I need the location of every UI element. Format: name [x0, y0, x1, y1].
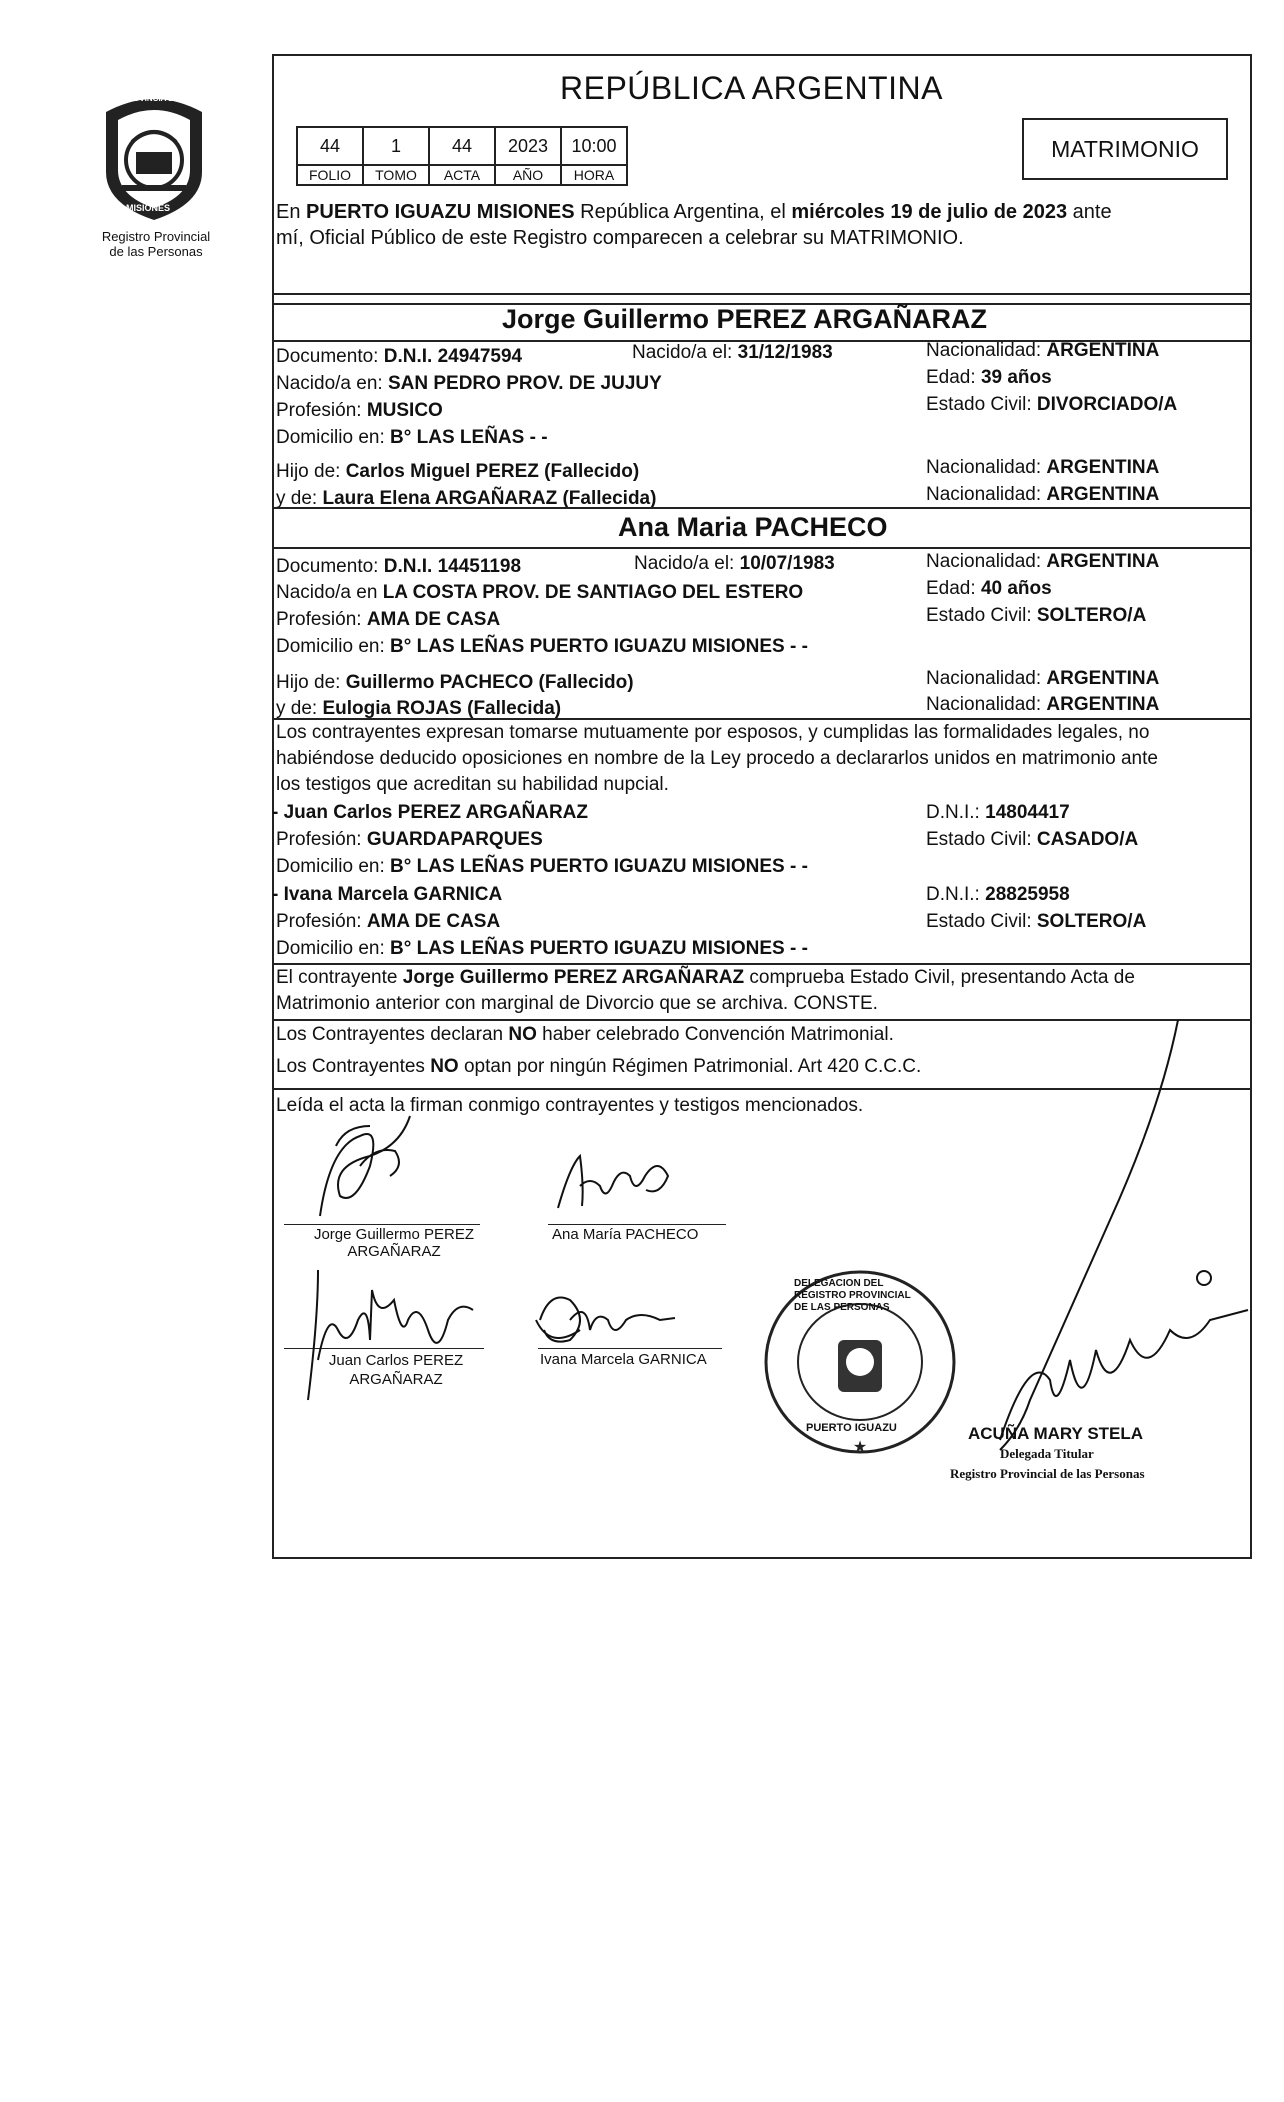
- convention-line1: Los Contrayentes declaran NO haber celebrado Convención Matrimonial.: [276, 1024, 894, 1045]
- spouse1-birthplace: Nacido/a en: SAN PEDRO PROV. DE JUJUY: [276, 373, 662, 394]
- spouse1-name: Jorge Guillermo PEREZ ARGAÑARAZ: [502, 304, 988, 334]
- witness2-address: Domicilio en: B° LAS LEÑAS PUERTO IGUAZU MISIONES - -: [276, 938, 808, 959]
- logo-text-bottom: MISIONES: [126, 203, 171, 213]
- spouse1-profession: Profesión: MUSICO: [276, 400, 443, 421]
- spouse2-birthdate: Nacido/a el: 10/07/1983: [634, 553, 835, 574]
- registry-name-line1: Registro Provincial: [101, 229, 211, 244]
- signature-spouse1: [300, 1106, 430, 1236]
- spouse1-document: Documento: D.N.I. 24947594: [276, 346, 523, 367]
- spouse2-birthplace: Nacido/a en LA COSTA PROV. DE SANTIAGO DEL ESTERO: [276, 582, 804, 603]
- acta-value: 44: [428, 126, 496, 166]
- spouse2-profession: Profesión: AMA DE CASA: [276, 609, 501, 630]
- spouse1-age: Edad: 39 años: [926, 367, 1052, 388]
- signature-label-spouse1: Jorge Guillermo PEREZ ARGAÑARAZ: [313, 1226, 475, 1260]
- officer-org: Registro Provincial de las Personas: [950, 1466, 1145, 1481]
- svg-text:★: ★: [852, 1439, 868, 1456]
- hora-label: HORA: [560, 164, 628, 186]
- spouse1-nationality: Nacionalidad: ARGENTINA: [926, 340, 1160, 361]
- spouse2-nationality: Nacionalidad: ARGENTINA: [926, 551, 1160, 572]
- witness1-name: - Juan Carlos PEREZ ARGAÑARAZ: [272, 802, 588, 823]
- anio-value: 2023: [494, 126, 562, 166]
- officer-name: ACUÑA MARY STELA: [968, 1424, 1144, 1443]
- witness1-address: Domicilio en: B° LAS LEÑAS PUERTO IGUAZU MISIONES - -: [276, 856, 808, 877]
- declaration-line1: Los contrayentes expresan tomarse mutuamente por esposos, y cumplidas las formalidades legales, no: [276, 722, 1150, 743]
- spouse2-address: Domicilio en: B° LAS LEÑAS PUERTO IGUAZU MISIONES - -: [276, 636, 808, 657]
- spouse2-age: Edad: 40 años: [926, 578, 1052, 599]
- spouse1-civil-status: Estado Civil: DIVORCIADO/A: [926, 394, 1178, 415]
- document-type: MATRIMONIO: [1051, 136, 1199, 162]
- spouse1-father-nationality: Nacionalidad: ARGENTINA: [926, 457, 1160, 478]
- anio-label: AÑO: [494, 164, 562, 186]
- civil-status-note-line1: El contrayente Jorge Guillermo PEREZ ARGAÑARAZ comprueba Estado Civil, presentando Acta de: [276, 967, 1135, 988]
- spouse2-father-nationality: Nacionalidad: ARGENTINA: [926, 668, 1160, 689]
- witness1-dni: D.N.I.: 14804417: [926, 802, 1070, 823]
- signature-label-witness2: Ivana Marcela GARNICA: [540, 1351, 707, 1368]
- page-title: REPÚBLICA ARGENTINA: [560, 70, 943, 106]
- spouse2-name: Ana Maria PACHECO: [618, 512, 888, 542]
- declaration-line2: habiéndose deducido oposiciones en nombre de la Ley procedo a declararlos unidos en matrimonio ante: [276, 748, 1158, 769]
- document-type-box: [1022, 118, 1228, 180]
- officer-title: Delegada Titular: [1000, 1446, 1094, 1461]
- seal-ring-text: DELEGACION DEL REGISTRO PROVINCIAL DE LAS PERSONAS: [794, 1278, 911, 1313]
- declaration-line3: los testigos que acreditan su habilidad nupcial.: [276, 774, 669, 795]
- spouse2-mother-nationality: Nacionalidad: ARGENTINA: [926, 694, 1160, 715]
- registry-name-line2: de las Personas: [109, 244, 203, 259]
- tomo-label: TOMO: [362, 164, 430, 186]
- spouse2-mother: y de: Eulogia ROJAS (Fallecida): [276, 698, 562, 719]
- witness2-profession: Profesión: AMA DE CASA: [276, 911, 501, 932]
- signature-spouse2: [550, 1146, 680, 1216]
- intro-line2: mí, Oficial Público de este Registro comparecen a celebrar su MATRIMONIO.: [276, 227, 964, 249]
- signature-label-spouse2: Ana María PACHECO: [552, 1226, 699, 1243]
- spouse2-civil-status: Estado Civil: SOLTERO/A: [926, 605, 1147, 626]
- spouse1-mother: y de: Laura Elena ARGAÑARAZ (Fallecida): [276, 488, 657, 509]
- civil-status-note-line2: Matrimonio anterior con marginal de Divorcio que se archiva. CONSTE.: [276, 993, 878, 1014]
- signature-witness1: [298, 1260, 478, 1410]
- signature-label-witness1: Juan Carlos PEREZ ARGAÑARAZ: [328, 1352, 464, 1388]
- seal-inner-text: PUERTO IGUAZU: [806, 1422, 897, 1434]
- convention-line2: Los Contrayentes NO optan por ningún Régimen Patrimonial. Art 420 C.C.C.: [276, 1056, 922, 1077]
- witness2-civil-status: Estado Civil: SOLTERO/A: [926, 911, 1147, 932]
- folio-label: FOLIO: [296, 164, 364, 186]
- acta-label: ACTA: [428, 164, 496, 186]
- witness1-profession: Profesión: GUARDAPARQUES: [276, 829, 543, 850]
- tomo-value: 1: [362, 126, 430, 166]
- witness1-civil-status: Estado Civil: CASADO/A: [926, 829, 1139, 850]
- signature-officer: [960, 1020, 1250, 1450]
- spouse1-birthdate: Nacido/a el: 31/12/1983: [632, 342, 833, 363]
- spouse1-mother-nationality: Nacionalidad: ARGENTINA: [926, 484, 1160, 505]
- witness2-name: - Ivana Marcela GARNICA: [272, 884, 503, 905]
- spouse1-address: Domicilio en: B° LAS LEÑAS - -: [276, 427, 548, 448]
- closing-text: Leída el acta la firman conmigo contrayentes y testigos mencionados.: [276, 1095, 864, 1116]
- spouse2-father: Hijo de: Guillermo PACHECO (Fallecido): [276, 672, 634, 693]
- folio-value: 44: [296, 126, 364, 166]
- hora-value: 10:00: [560, 126, 628, 166]
- intro-line1: En PUERTO IGUAZU MISIONES República Argentina, el miércoles 19 de julio de 2023 ante: [276, 201, 1112, 223]
- witness2-dni: D.N.I.: 28825958: [926, 884, 1070, 905]
- logo-text-top: PROVINCIA DE: [122, 94, 180, 103]
- signature-witness2: [530, 1290, 680, 1350]
- spouse2-document: Documento: D.N.I. 14451198: [276, 556, 522, 577]
- spouse1-father: Hijo de: Carlos Miguel PEREZ (Fallecido): [276, 461, 640, 482]
